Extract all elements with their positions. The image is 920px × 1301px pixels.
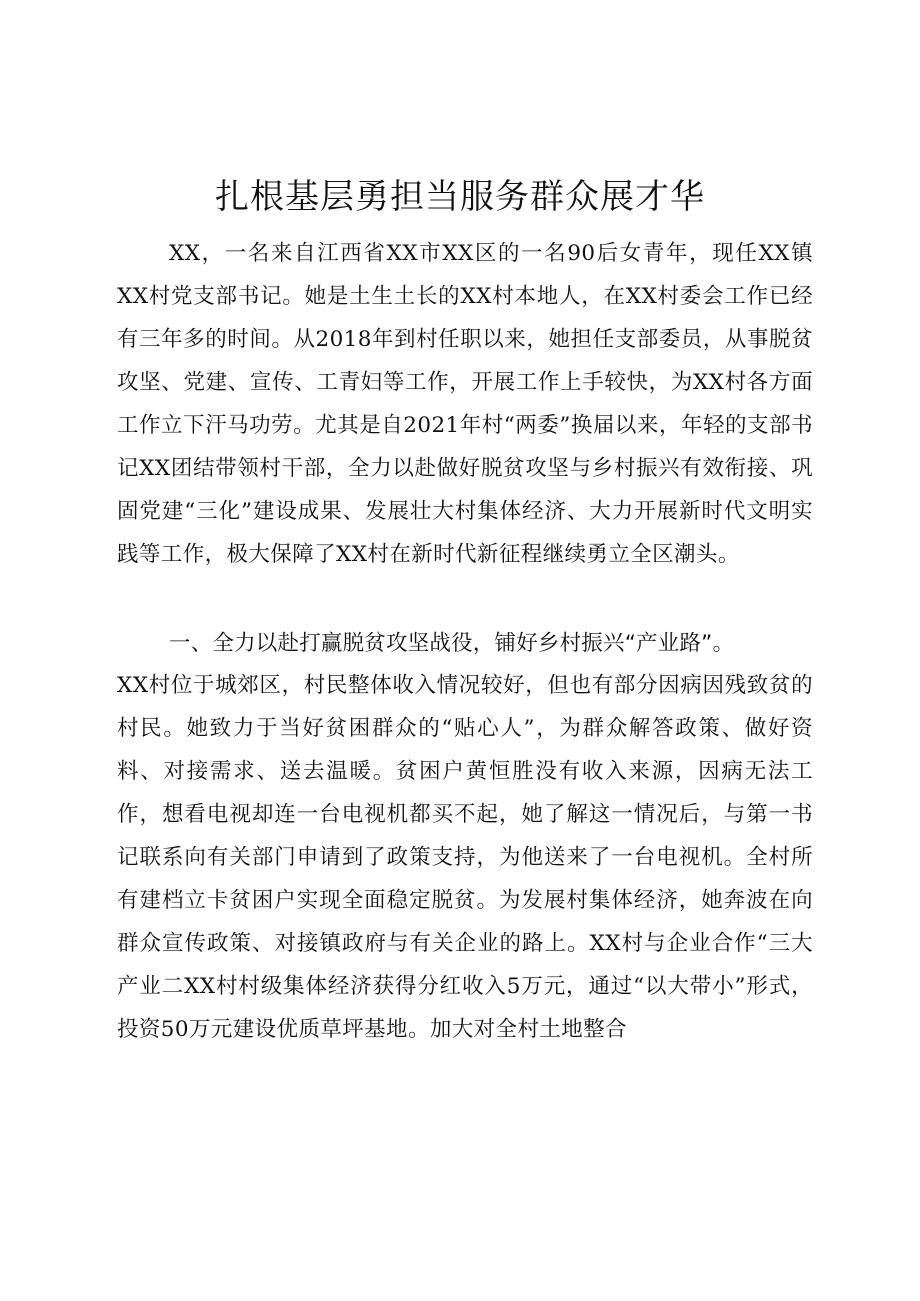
section-heading: 一、全力以赴打赢脱贫攻坚战役，铺好乡村振兴“产业路”。 [169, 631, 735, 656]
intro-paragraph: XX，一名来自江西省XX市XX区的一名90后女青年，现任XX镇XX村党支部书记。她是土生土长的XX村本地人，在XX村委会工作已经有三年多的时间。从2018年到村任职以来，她担任支部委员，从事脱贫攻坚、党建、宣传、工青妇等工作，开展工作上手较快，为XX村各方面工作立下汗马功劳。尤其是自2021年村“两委”换届以来，年轻的支部书记XX团结带领村干部，全力以赴做好脱贫攻坚与乡村振兴有效衔接、巩固党建“三化”建设成果、发展壮大村集体经济、大力开展新时代文明实践等工作，极大保障了XX村在新时代新征程继续勇立全区潮头。 [117, 241, 813, 567]
document-title: 扎根基层勇担当服务群众展才华 [215, 177, 705, 217]
section-paragraph: XX村位于城郊区，村民整体收入情况较好，但也有部分因病因残致贫的村民。她致力于当好贫困群众的“贴心人”，为群众解答政策、做好资料、对接需求、送去温暖。贫困户黄恒胜没有收入来源，因病无法工作，想看电视却连一台电视机都买不起，她了解这一情况后，与第一书记联系向有关部门申请到了政策支持，为他送来了一台电视机。全村所有建档立卡贫困户实现全面稳定脱贫。为发展村集体经济，她奔波在向群众宣传政策、对接镇政府与有关企业的路上。XX村与企业合作“三大产业二XX村村级集体经济获得分红收入5万元，通过“以大带小”形式，投资50万元建设优质草坪基地。加大对全村土地整合 [117, 673, 813, 1042]
